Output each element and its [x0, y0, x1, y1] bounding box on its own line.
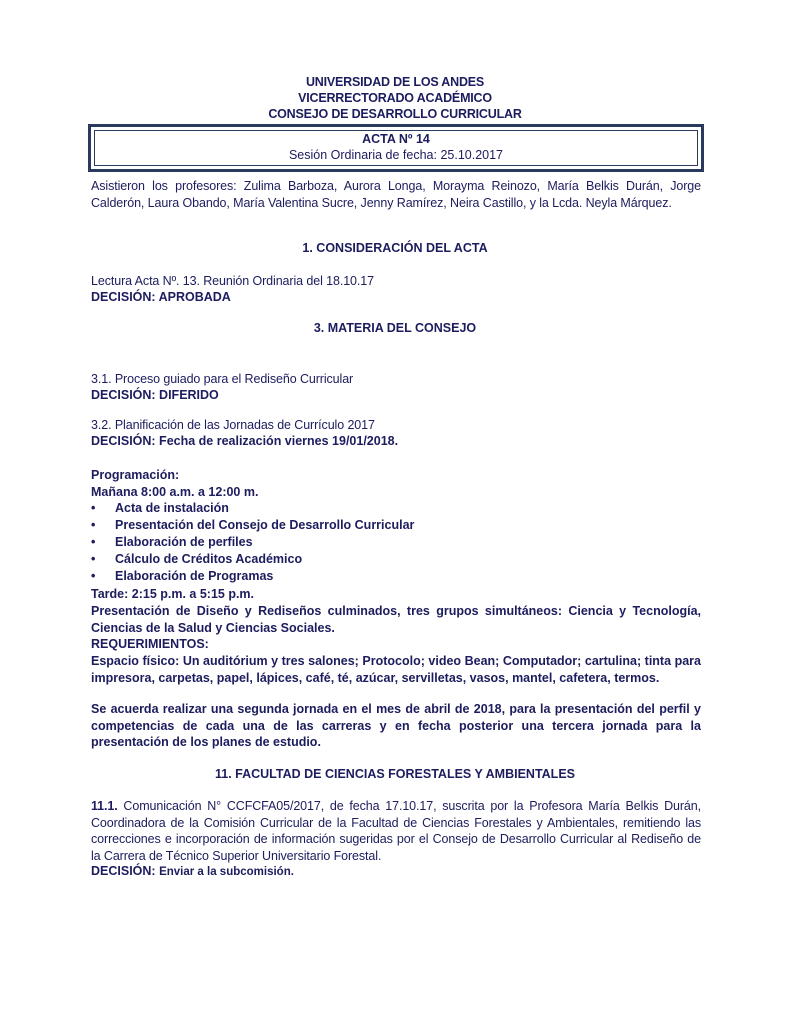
decision-label: DECISIÓN: [91, 864, 156, 878]
item-11-1-number: 11.1. [91, 799, 118, 813]
item-3-1-text: 3.1. Proceso guiado para el Rediseño Curricular [91, 372, 354, 386]
bullet-label: Elaboración de perfiles [115, 535, 253, 549]
item-3-1-decision: DECISIÓN: DIFERIDO [91, 388, 219, 402]
section-11-heading: 11. FACULTAD DE CIENCIAS FORESTALES Y AMBIENTALES [215, 767, 575, 781]
bullet-label: Cálculo de Créditos Académico [115, 552, 303, 566]
council-name: CONSEJO DE DESARROLLO CURRICULAR [268, 107, 522, 121]
morning-schedule: Mañana 8:00 a.m. a 12:00 m. [91, 485, 259, 499]
bullet-icon: • [91, 552, 96, 566]
requirements-text: Espacio físico: Un auditórium y tres salones; Protocolo; video Bean; Computador; cartulina; tinta para impresora, carpetas, papel, lápices, café, té, azúcar, servilletas, vasos, mantel, cafetera, termos. [91, 654, 701, 685]
section-3-heading: 3. MATERIA DEL CONSEJO [313, 321, 477, 335]
item-11-1-decision [91, 863, 701, 881]
bullet-label: Acta de instalación [115, 501, 229, 515]
section-1-text: Lectura Acta Nº. 13. Reunión Ordinaria del 18.10.17 [91, 274, 374, 288]
bullet-icon: • [91, 501, 96, 515]
decision-value: Enviar a la subcomisión. [159, 866, 294, 878]
acta-subtitle: Sesión Ordinaria de fecha: 25.10.2017 [288, 148, 504, 162]
item-3-2-text: 3.2. Planificación de las Jornadas de Currículo 2017 [91, 418, 375, 432]
bullet-icon: • [91, 518, 96, 532]
bullet-icon: • [91, 535, 96, 549]
section-1-decision: DECISIÓN: APROBADA [91, 290, 231, 304]
item-3-2-decision: DECISIÓN: Fecha de realización viernes 19/01/2018. [91, 434, 399, 448]
second-session-paragraph: Se acuerda realizar una segunda jornada en el mes de abril de 2018, para la presentación del perfil y competencias de cada una de las carreras y en fecha posterior una tercera jornada para la presentación de los planes de estudio. [91, 702, 701, 749]
acta-title: ACTA Nº 14 [362, 132, 430, 146]
afternoon-schedule: Tarde: 2:15 p.m. a 5:15 p.m. [91, 587, 255, 601]
vicerrectorado-name: VICERRECTORADO ACADÉMICO [298, 91, 492, 105]
bullet-label: Elaboración de Programas [115, 569, 274, 583]
attendance-paragraph: Asistieron los profesores: Zulima Barboza, Aurora Longa, Morayma Reinozo, María Belkis Durán, Jorge Calderón, Laura Obando, María Valentina Sucre, Jenny Ramírez, Neira Castillo, y la Lcda. Neyla Márquez. [91, 179, 701, 210]
bullet-icon: • [91, 569, 96, 583]
section-1-heading: 1. CONSIDERACIÓN DEL ACTA [302, 241, 488, 255]
university-name: UNIVERSIDAD DE LOS ANDES [305, 75, 485, 89]
item-11-1-paragraph [91, 798, 701, 864]
item-11-1-text: Comunicación N° CCFCFA05/2017, de fecha 17.10.17, suscrita por la Profesora María Belkis Durán, Coordinadora de la Comisión Curricular de la Facultad de Ciencias Forestales y Ambientales, remitiendo las correcciones e incorporación de información sugeridas por el Consejo de Desarrollo Curricular al Rediseño de la Carrera de Técnico Superior Universitario Forestal. [91, 799, 702, 863]
requirements-label: REQUERIMIENTOS: [91, 637, 209, 651]
afternoon-description: Presentación de Diseño y Rediseños culminados, tres grupos simultáneos: Ciencia y Tecnología, Ciencias de la Salud y Ciencias Sociales. [91, 604, 701, 635]
programacion-label: Programación: [91, 468, 180, 482]
acta-box [88, 124, 704, 172]
bullet-label: Presentación del Consejo de Desarrollo Curricular [115, 518, 415, 532]
